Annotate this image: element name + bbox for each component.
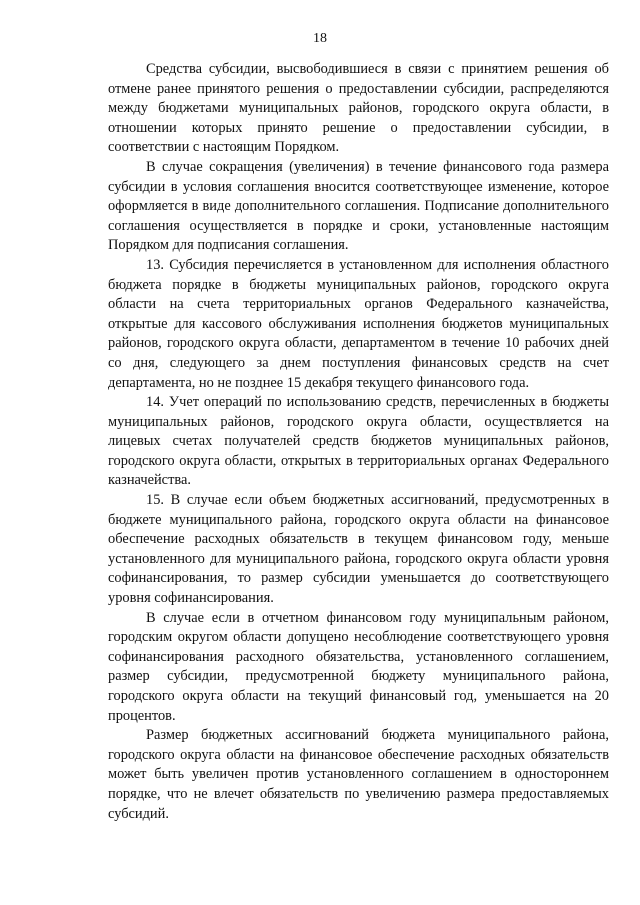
paragraph-item-14: 14. Учет операций по использованию средств, перечисленных в бюджеты муниципальных районов, городского округа области, осуществляется на лицевых счетах получателей средств бюджетов муниципальных районов, городского округа области, открытых в территориальных органах Федерального казначейства.: [108, 394, 609, 489]
page-number: 18: [313, 31, 327, 46]
paragraph-item-13: 13. Субсидия перечисляется в установленном для исполнения областного бюджета порядке в бюджеты муниципальных районов, городского округа области на счета территориальных органов Федерального казначейства, открытые для кассового обслуживания исполнения бюджетов муниципальных районов, городского округа области, департаментом в течение 10 рабочих дней со дня, следующего за днем поступления финансовых средств на счет департамента, но не позднее 15 декабря текущего финансового года.: [108, 256, 609, 391]
document-body: [108, 60, 609, 824]
paragraph-cofinancing-violation: В случае если в отчетном финансовом году муниципальным районом, городским округом области допущено несоблюдение соответствующего уровня софинансирования расходного обязательства, установленного соглашением, размер субсидии, предусмотренной бюджету муниципального района, городского округа области на текущий финансовый год, уменьшается на 20 процентов.: [108, 609, 609, 724]
paragraph-budget-increase: Размер бюджетных ассигнований бюджета муниципального района, городского округа области на финансовое обеспечение расходных обязательств может быть увеличен против установленного соглашением в одностороннем порядке, что не влечет обязательств по увеличению размера предоставляемых субсидий.: [108, 727, 609, 822]
paragraph-subsidy-redistribution: Средства субсидии, высвободившиеся в связи с принятием решения об отмене ранее принятого решения о предоставлении субсидии, распределяются между бюджетами муниципальных районов, городского округа области, в отношении которых принято решение о предоставлении субсидии, в соответствии с настоящим Порядком.: [108, 61, 609, 156]
paragraph-item-15: 15. В случае если объем бюджетных ассигнований, предусмотренных в бюджете муниципального района, городского округа области на финансовое обеспечение расходных обязательств в текущем финансовом году, меньше установленного для муниципального района, городского округа области уровня софинансирования, то размер субсидии уменьшается до соответствующего уровня софинансирования.: [108, 492, 609, 607]
paragraph-subsidy-change: В случае сокращения (увеличения) в течение финансового года размера субсидии в условия соглашения вносится соответствующее изменение, которое оформляется в виде дополнительного соглашения. Подписание дополнительного соглашения осуществляется в порядке и сроки, установленные настоящим Порядком для подписания соглашения.: [108, 158, 609, 254]
